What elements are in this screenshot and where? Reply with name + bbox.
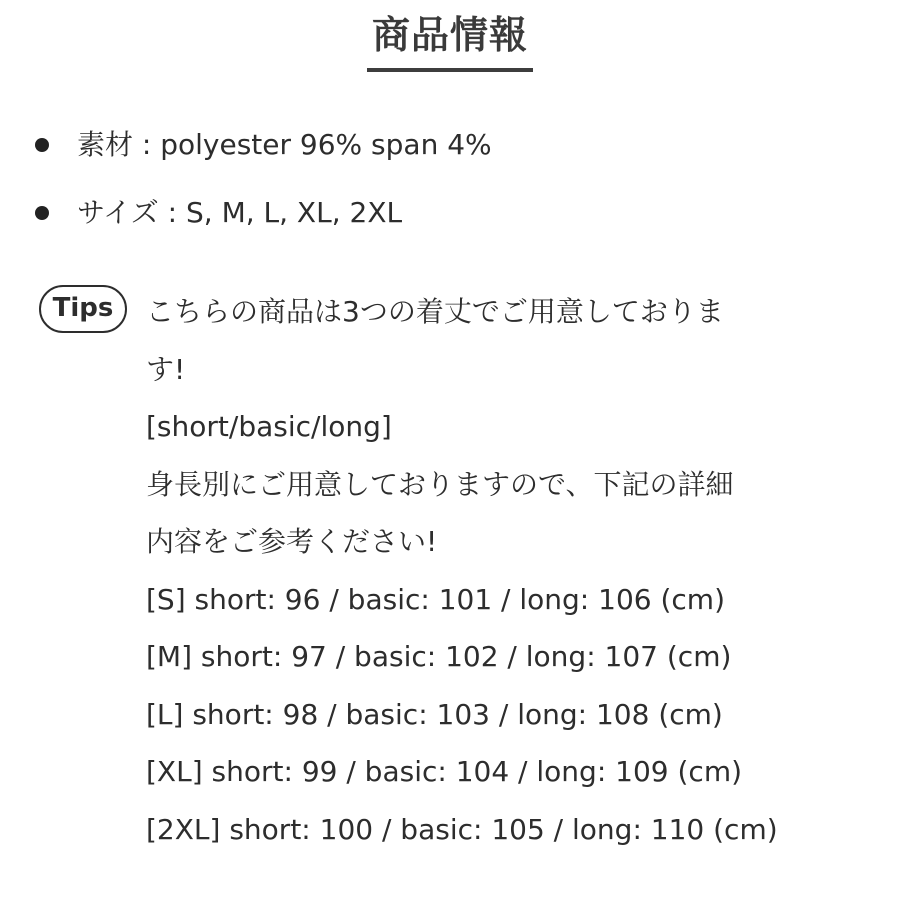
list-item-material: [32, 120, 492, 188]
page-title: 商品情報: [371, 13, 528, 57]
product-spec-list: [32, 120, 492, 256]
size-line-s: [S] short: 96 / basic: 101 / long: 106 (cm): [146, 582, 726, 616]
list-item-size: [32, 188, 492, 256]
tips-badge: Tips: [39, 285, 127, 333]
tips-line: こちらの商品は3つの着丈でご用意しておりま: [146, 295, 724, 328]
tips-line: す!: [146, 352, 186, 386]
tips-line: 内容をご参考ください!: [146, 525, 438, 558]
tips-line: [short/basic/long]: [146, 410, 392, 443]
size-line-l: [L] short: 98 / basic: 103 / long: 108 (cm): [146, 697, 723, 731]
size-line-2xl: [2XL] short: 100 / basic: 105 / long: 110 (cm): [146, 812, 778, 846]
tips-body: [146, 283, 836, 858]
material-text: 素材 : polyester 96% span 4%: [77, 128, 492, 161]
tips-line: 身長別にご用意しておりますので、下記の詳細: [146, 467, 734, 501]
size-line-m: [M] short: 97 / basic: 102 / long: 107 (cm): [146, 640, 732, 673]
title-underline: [367, 68, 533, 72]
bullet-dot-icon: [35, 206, 49, 220]
bullet-dot-icon: [35, 138, 49, 152]
size-line-xl: [XL] short: 99 / basic: 104 / long: 109 (cm): [146, 755, 743, 788]
size-text: サイズ : S, M, L, XL, 2XL: [77, 196, 403, 229]
